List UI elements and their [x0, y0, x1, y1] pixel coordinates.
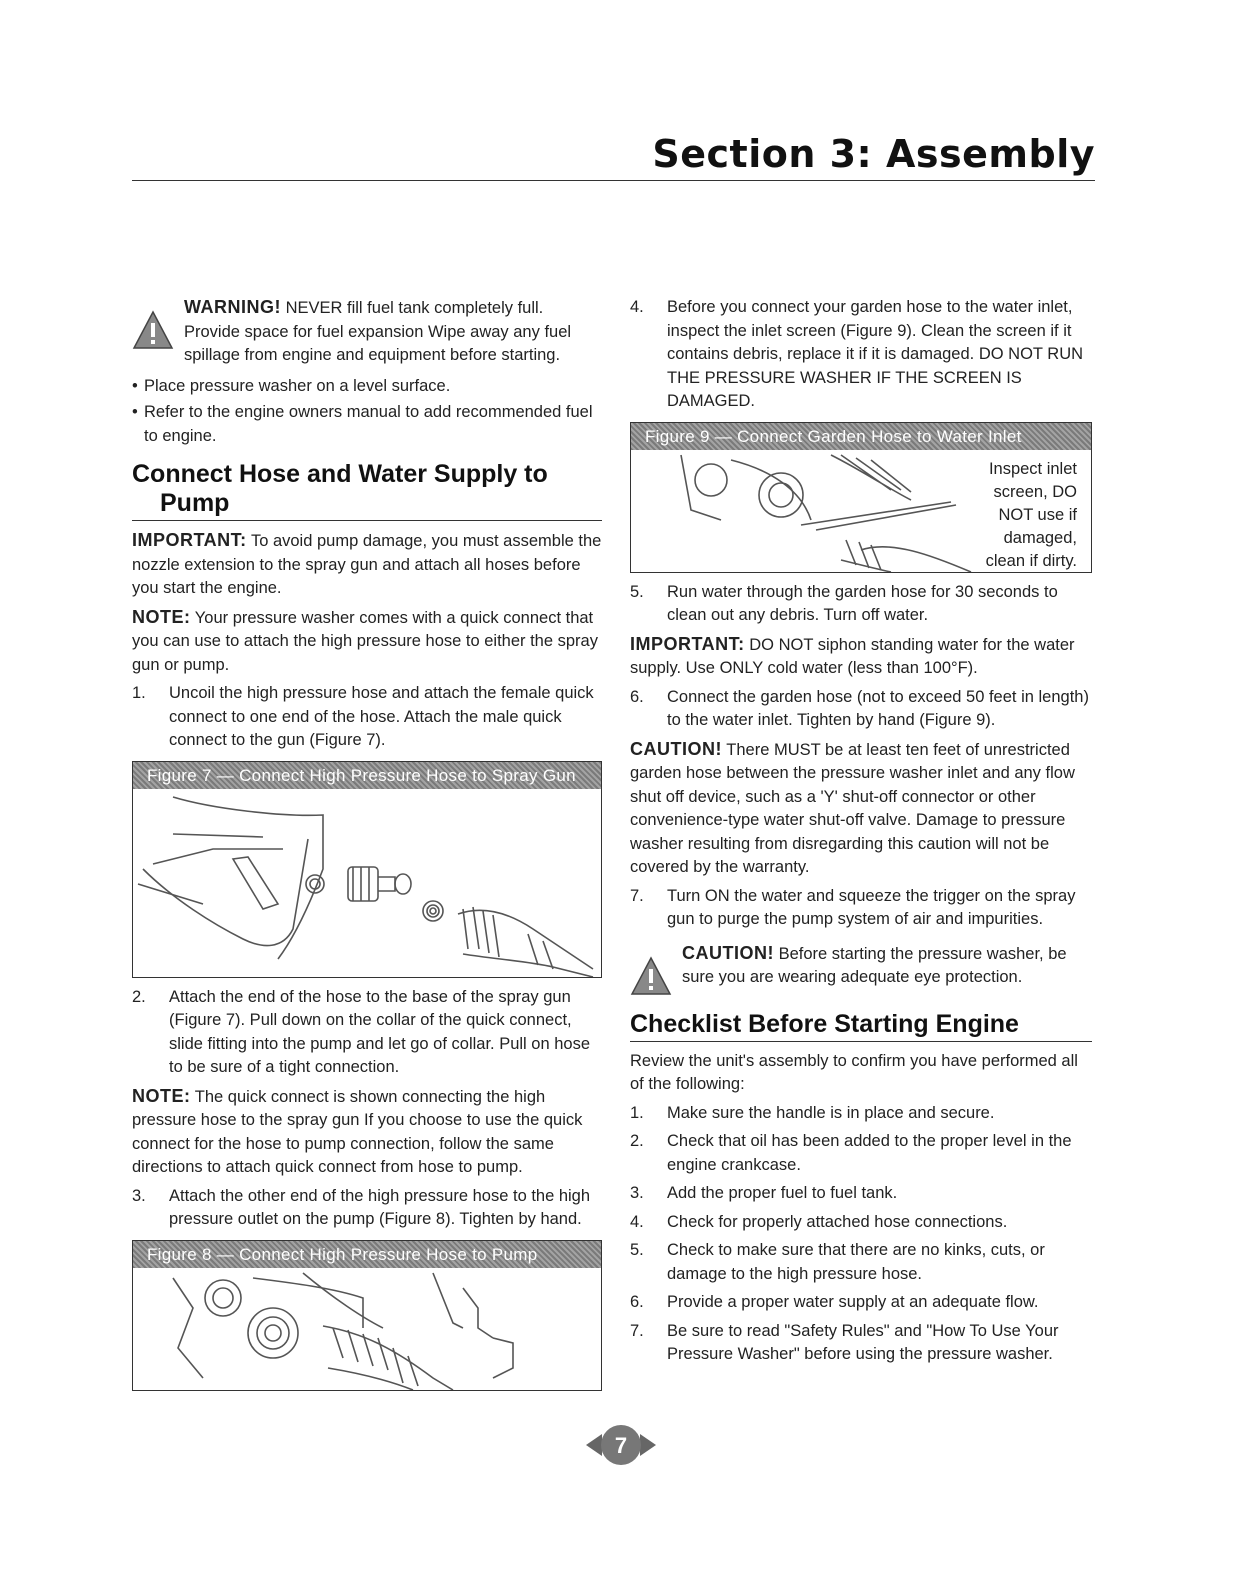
- step-item: [630, 581, 1092, 628]
- step-text: Connect the garden hose (not to exceed 50 feet in length) to the water inlet. Tighten by hand (Figure 9).: [667, 687, 1089, 729]
- warning-triangle-icon: [630, 956, 672, 996]
- item-number: 5.: [630, 1241, 644, 1259]
- step-item: [132, 682, 602, 753]
- warning-block: [132, 296, 602, 368]
- step-number: 5.: [630, 582, 644, 601]
- figure-callout: Inspect inlet screen, DO NOT use if damaged, clean if dirty.: [985, 459, 1077, 570]
- checklist-intro: Review the unit's assembly to confirm you have performed all of the following:: [630, 1051, 1078, 1093]
- right-column: [630, 296, 1092, 1372]
- page-number: 7: [614, 1433, 628, 1458]
- item-number: 4.: [630, 1212, 644, 1231]
- note-body: Your pressure washer comes with a quick connect that you can use to attach the high pressure hose to either the spray gun or pump.: [132, 608, 598, 674]
- warning-label: WARNING!: [184, 297, 281, 317]
- list-item: • Refer to the engine owners manual to add recommended fuel to engine.: [132, 401, 602, 448]
- list-item: • Place pressure washer on a level surface.: [132, 375, 602, 399]
- important-body: DO NOT siphon standing water for the water supply. Use ONLY cold water (less than 100°F).: [630, 635, 1075, 677]
- item-number: 3.: [630, 1184, 644, 1202]
- caution-note: [630, 738, 1092, 880]
- list-item: [630, 1130, 1092, 1177]
- figure-caption: Figure 7 — Connect High Pressure Hose to Spray Gun: [133, 762, 601, 789]
- step-text: Attach the other end of the high pressure hose to the high pressure outlet on the pump (Figure 8). Tighten by hand.: [169, 1186, 591, 1228]
- page-number-badge: [586, 1422, 656, 1468]
- note-label: NOTE:: [132, 1085, 191, 1106]
- note-body: The quick connect is shown connecting the high pressure hose to the spray gun If you choose to use the quick connect for the hose to pump connection, follow the same directions to attach quick connect from hose to pump.: [132, 1087, 583, 1176]
- step-item: [630, 686, 1092, 733]
- figure-8: [132, 1240, 602, 1391]
- warning-body: NEVER fill fuel tank completely full. Provide space for fuel expansion Wipe away any fuel spillage from engine and equipment before starting.: [184, 299, 572, 364]
- figure-9: [630, 422, 1092, 573]
- note-hose-to-pump: [132, 1085, 602, 1180]
- item-text: Check for properly attached hose connections.: [667, 1212, 1008, 1231]
- item-number: 1.: [630, 1103, 644, 1122]
- list-item: [630, 1239, 1092, 1286]
- caution-label: CAUTION!: [630, 738, 722, 759]
- item-number: 2.: [630, 1132, 644, 1150]
- checklist: [630, 1102, 1092, 1367]
- item-text: Check that oil has been added to the proper level in the engine crankcase.: [667, 1132, 1072, 1174]
- important-note: [132, 529, 602, 601]
- item-text: Be sure to read "Safety Rules" and "How To Use Your Pressure Washer" before using the pressure washer.: [667, 1321, 1059, 1363]
- step-number: 7.: [630, 886, 644, 905]
- header-divider: [132, 180, 1095, 181]
- list-item: [630, 1291, 1092, 1315]
- caution-label: CAUTION!: [682, 942, 774, 963]
- step-text: Run water through the garden hose for 30 seconds to clean out any debris. Turn off water.: [667, 582, 1058, 624]
- caution-block: [630, 942, 1092, 996]
- list-item: [630, 1182, 1092, 1206]
- section-heading-line1: Connect Hose and Water Supply to: [132, 460, 548, 488]
- step-number: 3.: [132, 1186, 146, 1205]
- item-text: Provide a proper water supply at an adequate flow.: [667, 1293, 1039, 1311]
- step-number: 4.: [630, 298, 644, 316]
- list-item: [630, 1320, 1092, 1367]
- spray-gun-illustration: [133, 789, 599, 977]
- item-text: Make sure the handle is in place and secure.: [667, 1103, 995, 1122]
- step-number: 6.: [630, 687, 644, 706]
- warning-triangle-icon: [132, 310, 174, 350]
- important-body: To avoid pump damage, you must assemble the nozzle extension to the spray gun and attach all hoses before you start the engine.: [132, 532, 602, 597]
- important-note: [630, 633, 1092, 681]
- list-item: [630, 1102, 1092, 1126]
- figure-caption: Figure 8 — Connect High Pressure Hose to Pump: [133, 1241, 601, 1268]
- step-number: 2.: [132, 987, 146, 1006]
- section-heading-checklist: Checklist Before Starting Engine: [630, 1010, 1092, 1042]
- step-text: Turn ON the water and squeeze the trigger on the spray gun to purge the pump system of air and impurities.: [667, 886, 1076, 928]
- note-quick-connect: [132, 606, 602, 678]
- section-heading-connect-hose: [132, 460, 602, 521]
- step-item: [630, 296, 1092, 414]
- item-text: Add the proper fuel to fuel tank.: [667, 1184, 898, 1202]
- figure-7: [132, 761, 602, 978]
- important-label: IMPORTANT:: [630, 633, 745, 654]
- item-number: 6.: [630, 1293, 644, 1311]
- pump-illustration: [133, 1268, 599, 1390]
- section-heading-line2: Pump: [160, 489, 230, 517]
- item-text: Check to make sure that there are no kinks, cuts, or damage to the high pressure hose.: [667, 1241, 1045, 1283]
- item-number: 7.: [630, 1321, 644, 1340]
- warning-text: [184, 296, 602, 368]
- note-label: NOTE:: [132, 606, 191, 627]
- figure-caption: Figure 9 — Connect Garden Hose to Water Inlet: [631, 423, 1091, 450]
- list-item: [630, 1211, 1092, 1235]
- step-item: [132, 1185, 602, 1232]
- caution-text: [682, 942, 1092, 990]
- important-label: IMPORTANT:: [132, 530, 247, 550]
- page-title: Section 3: Assembly: [652, 132, 1095, 176]
- step-text: Before you connect your garden hose to the water inlet, inspect the inlet screen (Figure 9). Clean the screen if it contains debris, replace it if it is damaged. DO NOT RUN THE PRESSURE WASHER IF THE SCREEN IS DAMAGED.: [667, 298, 1084, 410]
- left-column: [132, 296, 602, 1399]
- caution-body: Before starting the pressure washer, be sure you are wearing adequate eye protection.: [682, 944, 1067, 986]
- step-text: Attach the end of the hose to the base of the spray gun (Figure 7). Pull down on the collar of the quick connect, slide fitting into the pump and let go of collar. Pull on hose to be sure of a tight connection.: [169, 987, 591, 1076]
- step-text: Uncoil the high pressure hose and attach the female quick connect to one end of the hose. Attach the male quick connect to the gun (Figure 7).: [169, 684, 594, 749]
- step-item: [132, 986, 602, 1080]
- step-number: 1.: [132, 684, 146, 702]
- step-item: [630, 885, 1092, 932]
- caution-body: There MUST be at least ten feet of unrestricted garden hose between the pressure washer inlet and any flow shut off device, such as a 'Y' shut-off connector or other convenience-type water shut-off valve. Damage to pressure washer resulting from disregarding this caution will not be covered by the warranty.: [630, 740, 1075, 876]
